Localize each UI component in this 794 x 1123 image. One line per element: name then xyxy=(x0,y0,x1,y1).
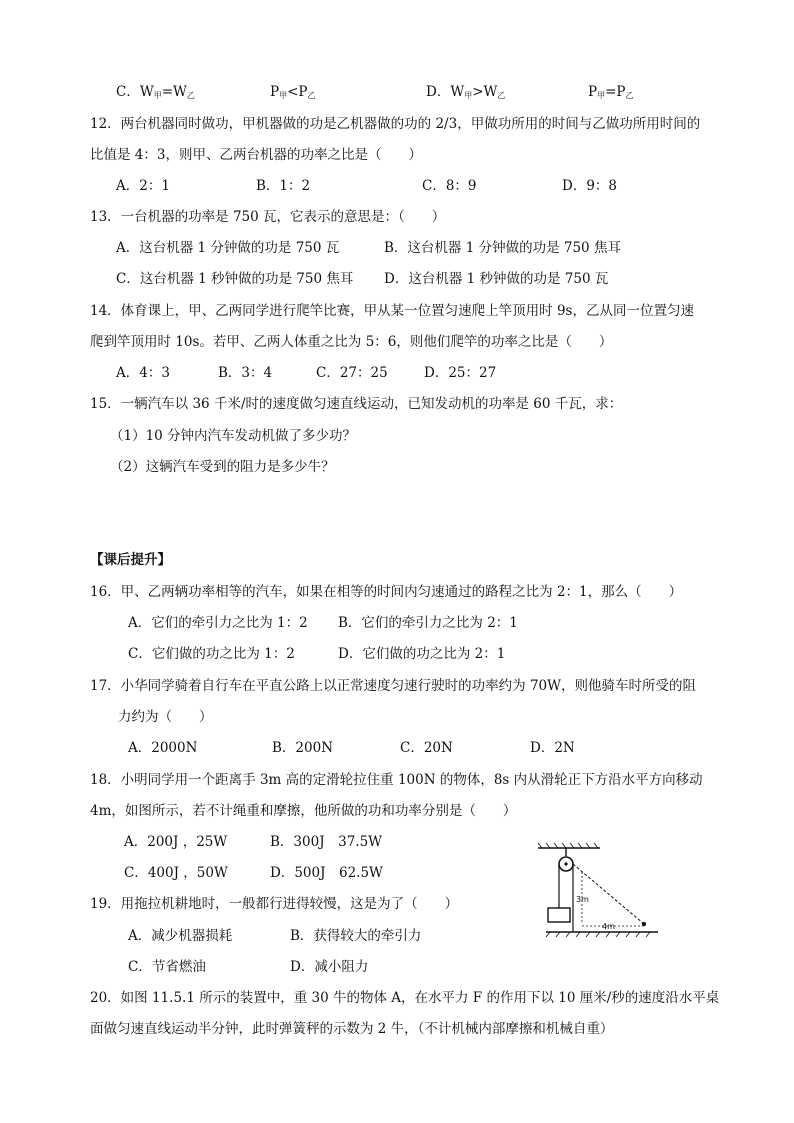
q13-option-a: A．这台机器 1 分钟做的功是 750 瓦 xyxy=(116,240,340,256)
q17-option-b: B．200N xyxy=(272,740,334,756)
q17-option-d: D．2N xyxy=(530,740,575,756)
q18-option-d: D．500J 62.5W xyxy=(270,865,383,881)
q17-option-c: C．20N xyxy=(400,740,453,756)
q18-option-a: A．200J ，25W xyxy=(124,834,228,850)
q18-option-b: B．300J 37.5W xyxy=(270,834,383,850)
q16-option-a: A．它们的牵引力之比为 1：2 xyxy=(128,615,308,631)
q14-option-b: B．3：4 xyxy=(218,365,273,381)
q12-stem-line1: 12．两台机器同时做功，甲机器做的功是乙机器做的功的 2/3，甲做功所用的时间与乙做功所用时间的 xyxy=(90,116,701,132)
q11-option-d-power: $P_甲=P_乙$ xyxy=(588,84,634,100)
q15-sub-question-2: （2）这辆汽车受到的阻力是多少牛？ xyxy=(110,459,335,475)
q12-option-b: B．1：2 xyxy=(256,178,311,194)
q19-stem: 19．用拖拉机耕地时，一般都行进得较慢，这是为了（ ） xyxy=(90,896,459,912)
q12-option-d: D．9：8 xyxy=(562,178,618,194)
q11-option-c-power: $P_甲<P_乙$ xyxy=(270,84,316,100)
q16-option-c: C．它们做的功之比为 1：2 xyxy=(128,646,295,662)
q11-option-d-work: D．$W_甲>W_乙$ xyxy=(426,84,506,100)
q18-option-c: C．400J ，50W xyxy=(124,865,228,881)
q18-fig-label-4m: 4m xyxy=(602,922,615,931)
q11-option-c-work: C．$W_甲=W_乙$ xyxy=(116,84,195,100)
q17-stem-line1: 17．小华同学骑着自行车在平直公路上以正常速度匀速行驶时的功率约为 70W，则他骑车时所受的阻 xyxy=(90,678,697,694)
q12-option-a: A．2：1 xyxy=(116,178,170,194)
q17-option-a: A．2000N xyxy=(128,740,198,756)
q12-option-c: C．8：9 xyxy=(422,178,477,194)
q14-stem-line2: 爬到竿顶用时 10s。若甲、乙两人体重之比为 5：6，则他们爬竿的功率之比是（ ） xyxy=(90,334,613,350)
q14-option-c: C．27：25 xyxy=(316,365,388,381)
q14-stem-line1: 14．体育课上，甲、乙两同学进行爬竿比赛，甲从某一位置匀速爬上竿顶用时 9s，乙从同一位置匀速 xyxy=(90,303,694,319)
q16-option-d: D．它们做的功之比为 2：1 xyxy=(338,646,506,662)
q18-stem-line1: 18．小明同学用一个距离手 3m 高的定滑轮拉住重 100N 的物体，8s 内从滑轮正下方沿水平方向移动 xyxy=(90,772,703,788)
q14-option-a: A．4：3 xyxy=(116,365,170,381)
q19-option-a: A．减少机器损耗 xyxy=(128,928,233,944)
q17-stem-line2: 力约为（ ） xyxy=(118,709,213,725)
section-title-after-class: 【课后提升】 xyxy=(90,552,171,568)
q12-stem-line2: 比值是 4：3，则甲、乙两台机器的功率之比是（ ） xyxy=(90,147,422,163)
q13-option-c: C．这台机器 1 秒钟做的功是 750 焦耳 xyxy=(116,271,354,287)
q18-fig-label-3m: 3m xyxy=(576,895,589,904)
q20-stem-line2: 面做匀速直线运动半分钟，此时弹簧秤的示数为 2 牛，（不计机械内部摩擦和机械自重） xyxy=(90,1021,614,1037)
q19-option-d: D．减小阻力 xyxy=(290,959,369,975)
q15-sub-question-1: （1）10 分钟内汽车发动机做了多少功？ xyxy=(110,428,357,444)
q15-stem: 15．一辆汽车以 36 千米/时的速度做匀速直线运动，已知发动机的功率是 60 千瓦，求： xyxy=(90,396,623,412)
q13-option-b: B．这台机器 1 分钟做的功是 750 焦耳 xyxy=(384,240,621,256)
q13-stem: 13．一台机器的功率是 750 瓦，它表示的意思是：（ ） xyxy=(90,209,446,225)
q16-option-b: B．它们的牵引力之比为 2：1 xyxy=(338,615,518,631)
q14-option-d: D．25：27 xyxy=(424,365,497,381)
q19-option-c: C．节省燃油 xyxy=(128,959,206,975)
q16-stem: 16．甲、乙两辆功率相等的汽车，如果在相等的时间内匀速通过的路程之比为 2：1，那么（ ） xyxy=(90,584,683,600)
q18-pulley-figure xyxy=(536,842,660,942)
q20-stem-line1: 20．如图 11.5.1 所示的装置中，重 30 牛的物体 A，在水平力 F 的作用下以 10 厘米/秒的速度沿水平桌 xyxy=(90,990,720,1006)
q19-option-b: B．获得较大的牵引力 xyxy=(290,928,422,944)
q13-option-d: D．这台机器 1 秒钟做的功是 750 瓦 xyxy=(384,271,609,287)
q18-stem-line2: 4m，如图所示，若不计绳重和摩擦，他所做的功和功率分别是（ ） xyxy=(90,803,517,819)
